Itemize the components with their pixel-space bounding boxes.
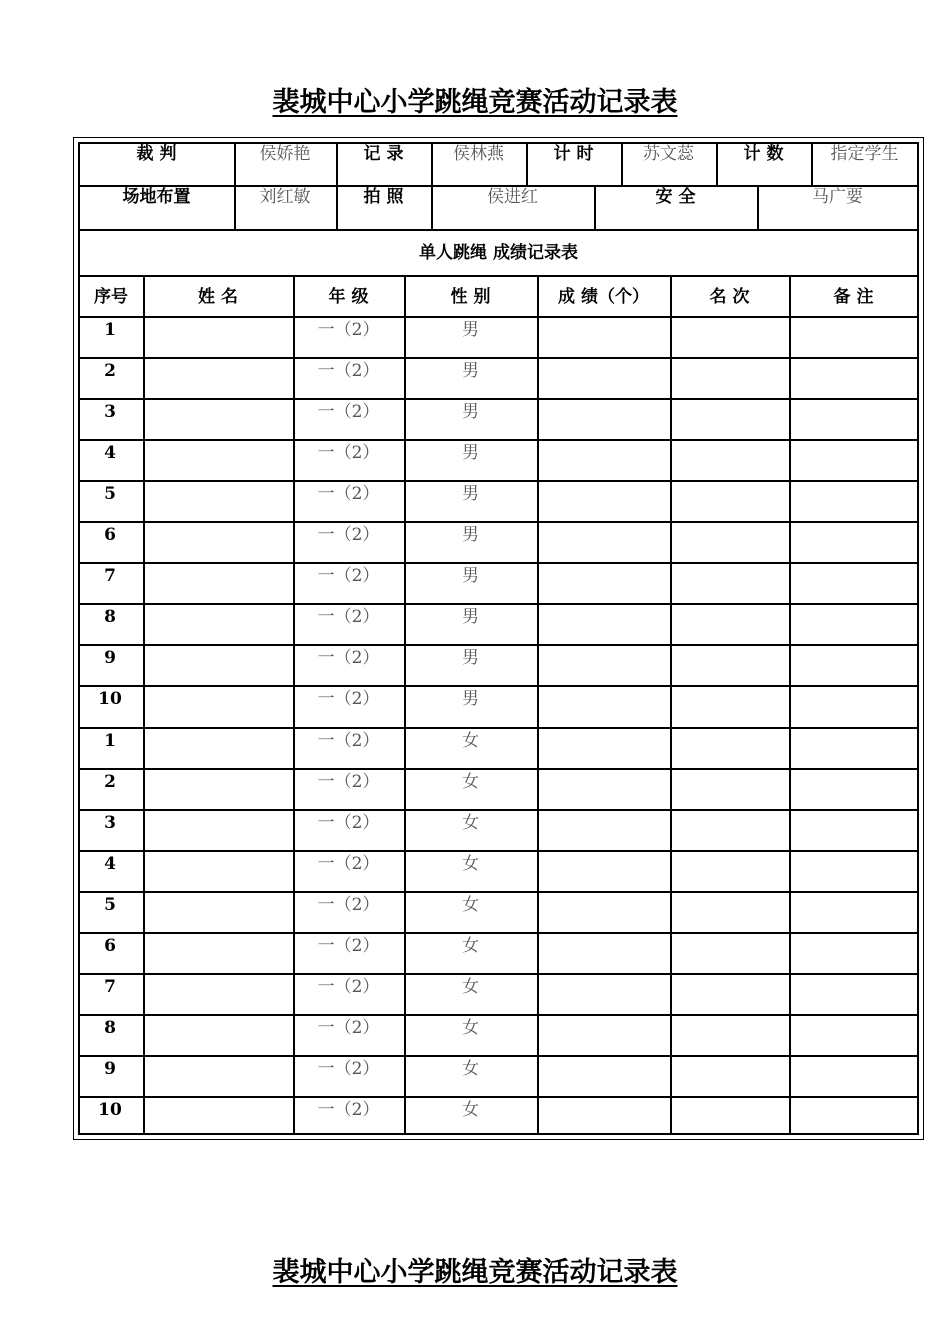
table-cell-gender: 男 bbox=[462, 566, 479, 586]
staff-name: 苏文蕊 bbox=[643, 144, 694, 164]
column-header: 姓 名 bbox=[198, 287, 238, 307]
table-cell-grade: 一（2） bbox=[317, 566, 380, 586]
table-cell-no: 5 bbox=[104, 484, 116, 504]
table-cell-no: 8 bbox=[104, 1018, 116, 1038]
table-cell-gender: 男 bbox=[462, 689, 479, 709]
row-divider bbox=[79, 809, 918, 811]
table-cell-gender: 女 bbox=[462, 813, 479, 833]
table-cell-gender: 男 bbox=[462, 402, 479, 422]
column-header: 名 次 bbox=[709, 287, 750, 307]
table-cell-gender: 男 bbox=[462, 525, 479, 545]
row-divider bbox=[79, 480, 918, 482]
staff-name: 侯进红 bbox=[487, 187, 538, 207]
column-header: 性 别 bbox=[450, 287, 491, 307]
table-cell-no: 7 bbox=[104, 566, 116, 586]
row-divider bbox=[79, 891, 918, 893]
table-cell-gender: 男 bbox=[462, 648, 479, 668]
table-cell-no: 9 bbox=[104, 1059, 116, 1079]
row-divider bbox=[79, 685, 918, 687]
table-cell-grade: 一（2） bbox=[317, 813, 380, 833]
table-cell-grade: 一（2） bbox=[317, 648, 380, 668]
staff-role-label: 计 时 bbox=[553, 144, 594, 164]
row-divider bbox=[79, 562, 918, 564]
row-divider bbox=[79, 439, 918, 441]
staff-role-label: 拍 照 bbox=[363, 187, 404, 207]
column-header: 年 级 bbox=[328, 287, 369, 307]
staff-name: 刘红敏 bbox=[259, 187, 311, 207]
table-cell-no: 3 bbox=[104, 813, 116, 833]
column-header: 成 绩（个） bbox=[558, 287, 649, 307]
row-divider bbox=[79, 973, 918, 975]
staff-role-label: 计 数 bbox=[743, 144, 784, 164]
table-cell-gender: 男 bbox=[462, 361, 479, 381]
table-cell-no: 3 bbox=[104, 402, 116, 422]
table-cell-grade: 一（2） bbox=[317, 1059, 380, 1079]
table-cell-no: 2 bbox=[104, 772, 116, 792]
table-cell-gender: 女 bbox=[462, 1100, 479, 1120]
table-cell-gender: 男 bbox=[462, 484, 479, 504]
table-cell-gender: 男 bbox=[462, 320, 479, 340]
column-vline bbox=[537, 275, 539, 1134]
table-cell-no: 4 bbox=[104, 443, 116, 463]
staff-name: 马广要 bbox=[812, 187, 863, 207]
section-title-divider bbox=[79, 275, 918, 277]
table-cell-gender: 女 bbox=[462, 936, 479, 956]
table-cell-grade: 一（2） bbox=[317, 689, 380, 709]
row-divider bbox=[79, 398, 918, 400]
table-cell-no: 6 bbox=[104, 525, 116, 545]
row-divider bbox=[79, 850, 918, 852]
table-cell-no: 5 bbox=[104, 895, 116, 915]
section-title: 单人跳绳 成绩记录表 bbox=[419, 243, 578, 263]
table-cell-no: 9 bbox=[104, 648, 116, 668]
table-cell-no: 7 bbox=[104, 977, 116, 997]
table-cell-grade: 一（2） bbox=[317, 607, 380, 627]
staff-row2-divider bbox=[79, 229, 918, 231]
table-cell-grade: 一（2） bbox=[317, 1100, 380, 1120]
page-title-repeat: 裴城中心小学跳绳竞赛活动记录表 bbox=[272, 1257, 678, 1288]
table-cell-gender: 女 bbox=[462, 977, 479, 997]
staff-name: 侯娇艳 bbox=[259, 144, 311, 164]
row-divider bbox=[79, 357, 918, 359]
row-divider bbox=[79, 1055, 918, 1057]
staff-name: 侯林燕 bbox=[453, 144, 504, 164]
table-cell-gender: 女 bbox=[462, 1018, 479, 1038]
table-cell-grade: 一（2） bbox=[317, 525, 380, 545]
row-divider bbox=[79, 644, 918, 646]
header-divider bbox=[79, 316, 918, 318]
table-cell-no: 2 bbox=[104, 361, 116, 381]
table-cell-gender: 女 bbox=[462, 731, 479, 751]
table-cell-no: 6 bbox=[104, 936, 116, 956]
table-cell-gender: 男 bbox=[462, 607, 479, 627]
row-divider bbox=[79, 1014, 918, 1016]
table-cell-grade: 一（2） bbox=[317, 484, 380, 504]
staff-role-label: 裁 判 bbox=[136, 144, 177, 164]
table-cell-grade: 一（2） bbox=[317, 320, 380, 340]
table-cell-grade: 一（2） bbox=[317, 402, 380, 422]
row-divider bbox=[79, 603, 918, 605]
row-divider bbox=[79, 727, 918, 729]
table-cell-gender: 女 bbox=[462, 772, 479, 792]
table-cell-grade: 一（2） bbox=[317, 895, 380, 915]
column-vline bbox=[670, 275, 672, 1134]
table-cell-gender: 女 bbox=[462, 1059, 479, 1079]
table-cell-no: 1 bbox=[104, 320, 116, 340]
row-divider bbox=[79, 932, 918, 934]
table-cell-no: 8 bbox=[104, 607, 116, 627]
table-cell-grade: 一（2） bbox=[317, 1018, 380, 1038]
column-vline bbox=[789, 275, 791, 1134]
column-header: 备 注 bbox=[833, 287, 874, 307]
table-cell-gender: 女 bbox=[462, 854, 479, 874]
table-cell-grade: 一（2） bbox=[317, 977, 380, 997]
table-cell-grade: 一（2） bbox=[317, 936, 380, 956]
table-cell-grade: 一（2） bbox=[317, 443, 380, 463]
page-title: 裴城中心小学跳绳竞赛活动记录表 bbox=[272, 87, 678, 118]
table-cell-gender: 女 bbox=[462, 895, 479, 915]
table-cell-grade: 一（2） bbox=[317, 854, 380, 874]
table-cell-no: 10 bbox=[98, 689, 122, 709]
row-divider bbox=[79, 768, 918, 770]
table-cell-grade: 一（2） bbox=[317, 772, 380, 792]
staff-name: 指定学生 bbox=[830, 144, 899, 164]
staff-role-label: 记 录 bbox=[363, 144, 404, 164]
table-cell-gender: 男 bbox=[462, 443, 479, 463]
row-divider bbox=[79, 521, 918, 523]
table-cell-grade: 一（2） bbox=[317, 361, 380, 381]
table-cell-no: 1 bbox=[104, 731, 116, 751]
column-header: 序号 bbox=[94, 287, 128, 307]
table-cell-grade: 一（2） bbox=[317, 731, 380, 751]
table-cell-no: 10 bbox=[98, 1100, 122, 1120]
staff-role-label: 安 全 bbox=[655, 187, 696, 207]
staff-role-label: 场地布置 bbox=[122, 187, 191, 207]
table-cell-no: 4 bbox=[104, 854, 116, 874]
column-vline bbox=[143, 275, 145, 1134]
row-divider bbox=[79, 1096, 918, 1098]
